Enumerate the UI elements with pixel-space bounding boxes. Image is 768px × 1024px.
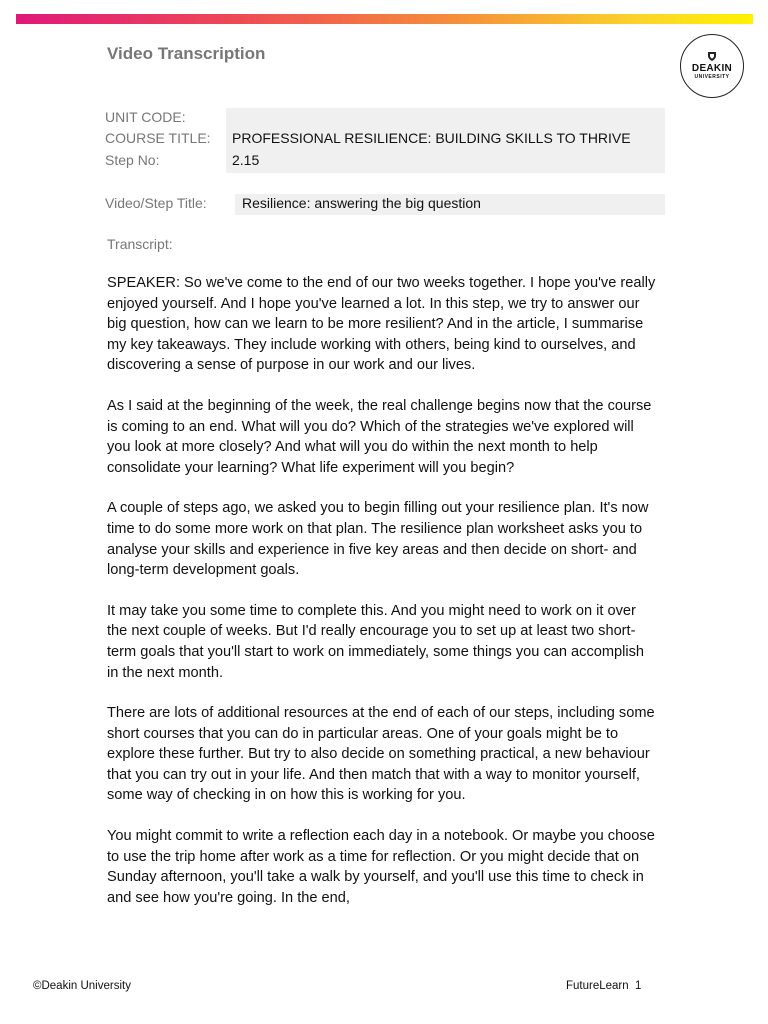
transcript-body [107,273,657,928]
transcript-label: Transcript: [107,236,173,252]
footer-page-label: FutureLearn 1 [566,980,642,992]
transcript-paragraph: It may take you some time to complete this. And you might need to work on it over the next couple of weeks. But I'd really encourage you to set up at least two short-term goals that you'll start to work on immediately, some things you can accomplish in the next month. [107,602,645,681]
step-no-label: Step No: [105,152,160,168]
transcript-paragraph: As I said at the beginning of the week, the real challenge begins now that the course is coming to an end. What will you do? Which of the strategies we've explored will you look at more closely? And what will you do within the next month to help consolidate your learning? What life experiment will you begin? [107,397,652,476]
deakin-logo [680,34,744,98]
unit-code-label: UNIT CODE: [105,109,186,125]
course-title-label: COURSE TITLE: [105,130,211,146]
crest-icon [707,51,717,62]
transcript-paragraph: SPEAKER: So we've come to the end of our two weeks together. I hope you've really enjoyed yourself. And I hope you've learned a lot. In this step, we try to answer our big question, how can we learn to be more resilient? And in the article, I summarise my key takeaways. They include working with others, being kind to ourselves, and discovering a sense of purpose in our work and our lives. [107,275,656,374]
video-step-title-value: Resilience: answering the big question [242,195,481,211]
logo-line-1: DEAKIN [691,63,733,74]
transcript-paragraph: A couple of steps ago, we asked you to begin filling out your resilience plan. It's now time to do some more work on that plan. The resilience plan worksheet asks you to analyse your skills and experience in five key areas and then decide on short- and long-term development goals. [107,500,649,579]
transcript-paragraph: You might commit to write a reflection each day in a notebook. Or maybe you choose to use the trip home after work as a time for reflection. Or you might decide that on Sunday afternoon, you'll take a walk by yourself, and you'll use this time to check in and see how you're going. In the end, [107,828,655,906]
accent-gradient-bar [16,14,753,24]
course-title-value: PROFESSIONAL RESILIENCE: BUILDING SKILLS TO THRIVE [232,130,631,146]
document-title: Video Transcription [107,44,266,63]
footer-copyright: ©Deakin University [33,980,131,992]
video-step-title-label: Video/Step Title: [105,195,207,211]
logo-line-2: UNIVERSITY [694,74,730,80]
transcript-paragraph: There are lots of additional resources at the end of each of our steps, including some short courses that you can do in particular areas. One of your goals might be to explore these further. But try to also decide on something practical, a new behaviour that you can try out in your life. And then match that with a way to monitor yourself, some way of checking in on how this is working for you. [107,705,655,804]
step-no-value: 2.15 [232,152,260,168]
